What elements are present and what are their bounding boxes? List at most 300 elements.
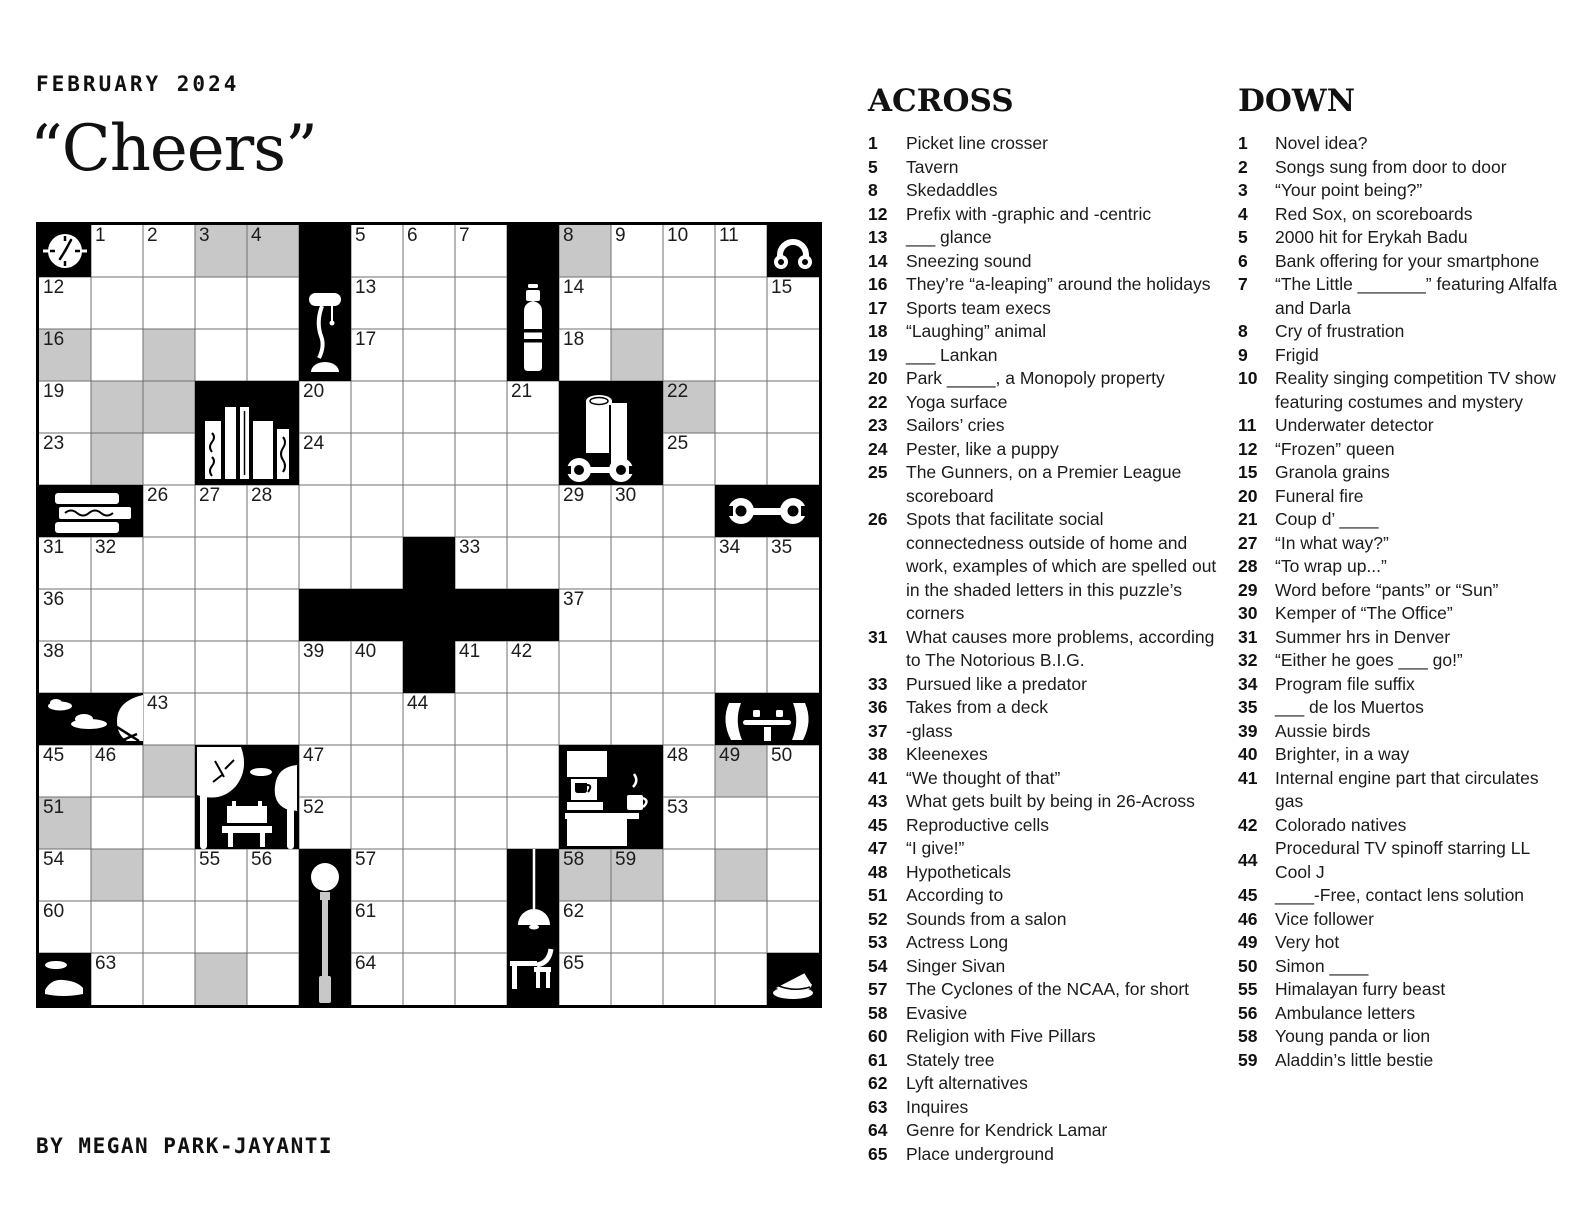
grid-cell[interactable] — [195, 901, 247, 953]
grid-cell[interactable] — [559, 953, 611, 1005]
cell-number: 12 — [43, 277, 65, 298]
grid-cell[interactable] — [403, 277, 455, 329]
grid-cell[interactable] — [767, 433, 819, 485]
grid-cell[interactable] — [195, 537, 247, 589]
grid-cell[interactable] — [403, 953, 455, 1005]
grid-cell[interactable] — [559, 225, 611, 277]
grid-cell[interactable] — [663, 953, 715, 1005]
clue-number: 11 — [1238, 415, 1257, 436]
grid-cell[interactable] — [91, 433, 143, 485]
grid-cell[interactable] — [91, 277, 143, 329]
grid-cell[interactable] — [455, 693, 507, 745]
grid-cell[interactable] — [715, 901, 767, 953]
grid-cell[interactable] — [39, 641, 91, 693]
clue-number: 41 — [1238, 767, 1258, 788]
grid-cell[interactable] — [715, 329, 767, 381]
park-bench-icon — [195, 745, 299, 849]
grid-cell[interactable] — [143, 537, 195, 589]
clue-row — [868, 1119, 1220, 1143]
cell-number: 50 — [771, 745, 793, 766]
grid-cell[interactable] — [143, 693, 195, 745]
grid-cell[interactable] — [767, 745, 819, 797]
clue-text: Yoga surface — [906, 391, 1008, 412]
grid-cell[interactable] — [507, 797, 559, 849]
grid-cell[interactable] — [195, 485, 247, 537]
grid-cell[interactable] — [91, 225, 143, 277]
grid-cell[interactable] — [351, 381, 403, 433]
puzzle-date: FEBRUARY 2024 — [36, 72, 240, 96]
grid-block-cell — [455, 589, 507, 641]
clue-number: 12 — [1238, 438, 1258, 459]
grid-block-cell — [507, 225, 559, 277]
grid-cell[interactable] — [39, 381, 91, 433]
grid-cell[interactable] — [91, 589, 143, 641]
clue-number: 40 — [1238, 744, 1258, 765]
cell-number: 3 — [199, 225, 210, 246]
clue-row — [1238, 438, 1561, 462]
cell-number: 44 — [407, 693, 429, 714]
grid-cell[interactable] — [663, 641, 715, 693]
across-clue-list — [868, 132, 1220, 1166]
grid-cell[interactable] — [91, 953, 143, 1005]
grid-cell[interactable] — [351, 537, 403, 589]
grid-cell[interactable] — [403, 433, 455, 485]
grid-cell[interactable] — [455, 329, 507, 381]
clue-row — [1238, 837, 1561, 884]
grid-cell[interactable] — [39, 277, 91, 329]
grid-cell[interactable] — [663, 433, 715, 485]
grid-cell[interactable] — [143, 849, 195, 901]
grid-cell[interactable] — [91, 329, 143, 381]
grid-cell[interactable] — [195, 589, 247, 641]
grid-cell[interactable] — [767, 537, 819, 589]
clue-number: 16 — [868, 274, 888, 295]
grid-cell[interactable] — [611, 225, 663, 277]
grid-cell[interactable] — [299, 537, 351, 589]
clue-text: Sneezing sound — [906, 250, 1032, 271]
grid-cell[interactable] — [663, 225, 715, 277]
grid-cell[interactable] — [611, 693, 663, 745]
grid-cell[interactable] — [455, 641, 507, 693]
paper-towel-dumbbell-icon — [559, 381, 663, 485]
grid-cell[interactable] — [663, 277, 715, 329]
clue-number: 57 — [868, 979, 888, 1000]
cell-number: 58 — [563, 849, 585, 870]
clue-number: 7 — [1238, 274, 1248, 295]
grid-cell[interactable] — [455, 537, 507, 589]
grid-cell[interactable] — [559, 849, 611, 901]
grid-cell[interactable] — [247, 693, 299, 745]
grid-cell[interactable] — [403, 901, 455, 953]
grid-cell[interactable] — [247, 589, 299, 641]
grid-cell[interactable] — [91, 537, 143, 589]
clue-text: Songs sung from door to door — [1275, 156, 1507, 177]
clue-text: Aladdin’s little bestie — [1275, 1049, 1434, 1070]
clue-row — [868, 955, 1220, 979]
grid-cell[interactable] — [299, 381, 351, 433]
grid-cell[interactable] — [39, 433, 91, 485]
grid-cell[interactable] — [767, 329, 819, 381]
grid-cell[interactable] — [91, 745, 143, 797]
grid-cell[interactable] — [39, 329, 91, 381]
grid-cell[interactable] — [663, 485, 715, 537]
grid-cell[interactable] — [195, 641, 247, 693]
cell-number: 37 — [563, 589, 585, 610]
grid-cell[interactable] — [663, 901, 715, 953]
grid-cell[interactable] — [559, 277, 611, 329]
grid-cell[interactable] — [455, 277, 507, 329]
clue-row — [1238, 1049, 1561, 1073]
grid-cell[interactable] — [351, 485, 403, 537]
clue-text: Place underground — [906, 1143, 1054, 1164]
grid-cell[interactable] — [403, 329, 455, 381]
clue-number: 21 — [1238, 509, 1258, 530]
clue-text: Prefix with -graphic and -centric — [906, 203, 1152, 224]
clue-text: Reality singing competition TV show featuring costumes and mystery — [1275, 368, 1556, 412]
clue-number: 34 — [1238, 673, 1258, 694]
clue-text: What causes more problems, according to The Notorious B.I.G. — [906, 626, 1215, 671]
clue-text: Pester, like a puppy — [906, 438, 1059, 459]
grid-cell[interactable] — [299, 693, 351, 745]
grid-cell[interactable] — [455, 433, 507, 485]
grid-cell[interactable] — [559, 693, 611, 745]
clue-number: 51 — [868, 885, 888, 906]
grid-cell[interactable] — [351, 277, 403, 329]
clue-number: 9 — [1238, 344, 1248, 365]
clue-number: 30 — [1238, 603, 1258, 624]
clue-row — [868, 626, 1220, 673]
clue-text: Spots that facilitate social connectedness outside of home and work, examples of which are spelled out in the shaded letters in this puzzle’s corners — [906, 509, 1217, 624]
grid-cell[interactable] — [143, 277, 195, 329]
grid-cell[interactable] — [247, 537, 299, 589]
grid-cell[interactable] — [351, 745, 403, 797]
grid-cell[interactable] — [299, 641, 351, 693]
grid-cell[interactable] — [611, 901, 663, 953]
grid-cell[interactable] — [663, 589, 715, 641]
grid-cell[interactable] — [715, 953, 767, 1005]
cell-number: 46 — [95, 745, 117, 766]
cell-number: 52 — [303, 797, 325, 818]
clue-number: 62 — [868, 1073, 888, 1094]
grid-cell[interactable] — [91, 849, 143, 901]
grid-cell[interactable] — [39, 589, 91, 641]
grid-cell[interactable] — [663, 693, 715, 745]
grid-cell[interactable] — [299, 433, 351, 485]
clue-text: Himalayan furry beast — [1275, 979, 1446, 1000]
grid-cell[interactable] — [195, 693, 247, 745]
clue-text: They’re “a-leaping” around the holidays — [906, 274, 1211, 295]
grid-cell[interactable] — [299, 745, 351, 797]
clue-row — [1238, 250, 1561, 274]
grid-cell[interactable] — [663, 329, 715, 381]
grid-cell[interactable] — [403, 225, 455, 277]
clue-row — [1238, 532, 1561, 556]
clue-row — [1238, 179, 1561, 203]
across-section — [868, 84, 1220, 1166]
clue-row — [868, 438, 1220, 462]
grid-cell[interactable] — [559, 537, 611, 589]
clue-row — [1238, 344, 1561, 368]
cell-number: 20 — [303, 381, 325, 402]
grid-cell[interactable] — [351, 641, 403, 693]
cell-number: 32 — [95, 537, 117, 558]
grid-cell[interactable] — [559, 589, 611, 641]
grid-cell[interactable] — [91, 901, 143, 953]
cell-number: 11 — [719, 225, 739, 246]
clue-row — [868, 132, 1220, 156]
clue-number: 2 — [1238, 156, 1248, 177]
grid-cell[interactable] — [39, 797, 91, 849]
grid-cell[interactable] — [455, 901, 507, 953]
grid-cell[interactable] — [611, 329, 663, 381]
grid-cell[interactable] — [715, 849, 767, 901]
grid-cell[interactable] — [403, 693, 455, 745]
grid-cell[interactable] — [663, 381, 715, 433]
grid-cell[interactable] — [143, 381, 195, 433]
clue-text: Singer Sivan — [906, 955, 1006, 976]
clue-number: 38 — [868, 744, 888, 765]
grid-cell[interactable] — [351, 329, 403, 381]
grid-cell[interactable] — [143, 797, 195, 849]
grid-cell[interactable] — [455, 953, 507, 1005]
clue-number: 37 — [868, 720, 888, 741]
grid-cell[interactable] — [715, 589, 767, 641]
grid-cell[interactable] — [143, 953, 195, 1005]
grid-cell[interactable] — [143, 641, 195, 693]
grid-cell[interactable] — [39, 745, 91, 797]
clue-text: Funeral fire — [1275, 485, 1364, 506]
grid-cell[interactable] — [507, 485, 559, 537]
clue-number: 35 — [1238, 697, 1258, 718]
clue-number: 47 — [868, 838, 888, 859]
grid-cell[interactable] — [455, 745, 507, 797]
grid-cell[interactable] — [559, 901, 611, 953]
clue-text: Program file suffix — [1275, 673, 1415, 694]
grid-cell[interactable] — [559, 485, 611, 537]
grid-cell[interactable] — [507, 433, 559, 485]
clue-text: Word before “pants” or “Sun” — [1275, 579, 1499, 600]
grid-cell[interactable] — [663, 849, 715, 901]
grid-block-cell — [507, 589, 559, 641]
clue-number: 29 — [1238, 579, 1258, 600]
clue-text: ___ glance — [906, 227, 992, 248]
grid-cell[interactable] — [455, 849, 507, 901]
grid-cell[interactable] — [715, 797, 767, 849]
grid-cell[interactable] — [507, 537, 559, 589]
grid-cell[interactable] — [507, 641, 559, 693]
clue-number: 10 — [1238, 368, 1258, 389]
grid-cell[interactable] — [715, 433, 767, 485]
grid-cell[interactable] — [403, 797, 455, 849]
grid-cell[interactable] — [455, 225, 507, 277]
cell-number: 54 — [43, 849, 65, 870]
cell-number: 27 — [199, 485, 221, 506]
grid-cell[interactable] — [611, 485, 663, 537]
grid-cell[interactable] — [507, 693, 559, 745]
grid-cell[interactable] — [715, 745, 767, 797]
grid-cell[interactable] — [507, 381, 559, 433]
clue-text: Young panda or lion — [1275, 1026, 1431, 1047]
grid-cell[interactable] — [351, 693, 403, 745]
grid-cell[interactable] — [767, 849, 819, 901]
clock-icon — [39, 225, 91, 277]
grid-cell[interactable] — [91, 641, 143, 693]
clue-row — [1238, 931, 1561, 955]
grid-cell[interactable] — [247, 901, 299, 953]
grid-cell[interactable] — [143, 901, 195, 953]
grid-cell[interactable] — [195, 953, 247, 1005]
clue-number: 55 — [1238, 979, 1258, 1000]
grid-cell[interactable] — [351, 849, 403, 901]
pie-icon — [767, 953, 819, 1005]
grid-cell[interactable] — [767, 381, 819, 433]
clue-row — [1238, 1002, 1561, 1026]
clue-text: Inquires — [906, 1096, 969, 1117]
crossword-grid — [36, 222, 822, 1008]
clue-row — [868, 861, 1220, 885]
grid-cell[interactable] — [195, 277, 247, 329]
clue-row — [1238, 696, 1561, 720]
clue-text: What gets built by being in 26-Across — [906, 791, 1195, 812]
clue-number: 3 — [1238, 180, 1248, 201]
clue-row — [1238, 814, 1561, 838]
clue-row — [868, 203, 1220, 227]
clue-text: “Either he goes ___ go!” — [1275, 650, 1463, 671]
grid-cell[interactable] — [767, 901, 819, 953]
cell-number: 59 — [615, 849, 637, 870]
clue-text: Coup d’ ____ — [1275, 509, 1379, 530]
clue-row — [1238, 1025, 1561, 1049]
grid-cell[interactable] — [91, 797, 143, 849]
dumbbell-icon — [715, 485, 819, 537]
clue-row — [1238, 579, 1561, 603]
grid-cell[interactable] — [351, 225, 403, 277]
grid-cell[interactable] — [715, 381, 767, 433]
clue-row — [1238, 602, 1561, 626]
cell-number: 18 — [563, 329, 585, 350]
cell-number: 56 — [251, 849, 273, 870]
grid-cell[interactable] — [143, 329, 195, 381]
grid-cell[interactable] — [611, 277, 663, 329]
grid-cell[interactable] — [611, 641, 663, 693]
grid-cell[interactable] — [715, 225, 767, 277]
cell-number: 26 — [147, 485, 169, 506]
grid-cell[interactable] — [559, 641, 611, 693]
clue-text: Lyft alternatives — [906, 1073, 1028, 1094]
grid-cell[interactable] — [611, 589, 663, 641]
grid-cell[interactable] — [611, 849, 663, 901]
grid-cell[interactable] — [299, 485, 351, 537]
grid-cell[interactable] — [715, 277, 767, 329]
grid-cell[interactable] — [507, 745, 559, 797]
grid-cell[interactable] — [143, 745, 195, 797]
grid-cell[interactable] — [611, 537, 663, 589]
grid-cell[interactable] — [767, 797, 819, 849]
grid-cell[interactable] — [663, 537, 715, 589]
grid-cell[interactable] — [195, 329, 247, 381]
clue-text: “We thought of that” — [906, 767, 1061, 788]
down-clue-list — [1238, 132, 1561, 1072]
grid-cell[interactable] — [767, 277, 819, 329]
clue-text: Underwater detector — [1275, 415, 1434, 436]
clue-number: 33 — [868, 673, 888, 694]
grid-cell[interactable] — [39, 537, 91, 589]
grid-cell[interactable] — [247, 849, 299, 901]
grid-cell[interactable] — [143, 589, 195, 641]
grid-cell[interactable] — [351, 433, 403, 485]
cell-number: 61 — [355, 901, 377, 922]
grid-cell[interactable] — [611, 953, 663, 1005]
grid-cell[interactable] — [247, 641, 299, 693]
grid-cell[interactable] — [351, 901, 403, 953]
cell-number: 64 — [355, 953, 377, 974]
grid-cell[interactable] — [403, 745, 455, 797]
grid-cell[interactable] — [247, 953, 299, 1005]
grid-cell[interactable] — [195, 849, 247, 901]
clue-number: 5 — [1238, 227, 1248, 248]
grid-cell[interactable] — [403, 849, 455, 901]
grid-cell[interactable] — [767, 589, 819, 641]
grid-cell[interactable] — [143, 485, 195, 537]
clue-number: 15 — [1238, 462, 1258, 483]
grid-cell[interactable] — [195, 225, 247, 277]
clue-text: The Cyclones of the NCAA, for short — [906, 979, 1190, 1000]
clue-number: 1 — [1238, 133, 1248, 154]
clue-row — [868, 931, 1220, 955]
grid-cell[interactable] — [39, 901, 91, 953]
grid-cell[interactable] — [767, 641, 819, 693]
grid-cell[interactable] — [247, 277, 299, 329]
grid-cell[interactable] — [247, 225, 299, 277]
clue-row — [1238, 743, 1561, 767]
grid-cell[interactable] — [351, 953, 403, 1005]
grid-cell[interactable] — [91, 381, 143, 433]
clue-row — [868, 743, 1220, 767]
clue-row — [1238, 720, 1561, 744]
grid-cell[interactable] — [455, 797, 507, 849]
grid-cell[interactable] — [663, 745, 715, 797]
pendant-lamp-desk-icon — [507, 849, 559, 1005]
clue-number: 14 — [868, 250, 888, 271]
grid-cell[interactable] — [403, 485, 455, 537]
clue-text: Genre for Kendrick Lamar — [906, 1120, 1108, 1141]
grid-cell[interactable] — [247, 485, 299, 537]
grid-cell[interactable] — [143, 225, 195, 277]
clue-row — [1238, 461, 1561, 485]
grid-cell[interactable] — [143, 433, 195, 485]
grid-cell[interactable] — [663, 797, 715, 849]
clue-text: “In what way?” — [1275, 532, 1389, 553]
grid-cell[interactable] — [559, 329, 611, 381]
sandwich-icon — [39, 485, 143, 537]
coffee-station-icon — [559, 745, 663, 849]
grid-cell[interactable] — [247, 329, 299, 381]
grid-cell[interactable] — [299, 797, 351, 849]
clue-number: 22 — [868, 391, 888, 412]
grid-cell[interactable] — [715, 641, 767, 693]
cell-number: 24 — [303, 433, 325, 454]
grid-cell[interactable] — [351, 797, 403, 849]
cell-number: 15 — [771, 277, 793, 298]
grid-cell[interactable] — [455, 381, 507, 433]
grid-cell[interactable] — [715, 537, 767, 589]
grid-cell[interactable] — [455, 485, 507, 537]
grid-cell[interactable] — [39, 849, 91, 901]
clue-number: 20 — [1238, 485, 1258, 506]
clue-row — [868, 673, 1220, 697]
grid-cell[interactable] — [403, 381, 455, 433]
cell-number: 36 — [43, 589, 65, 610]
